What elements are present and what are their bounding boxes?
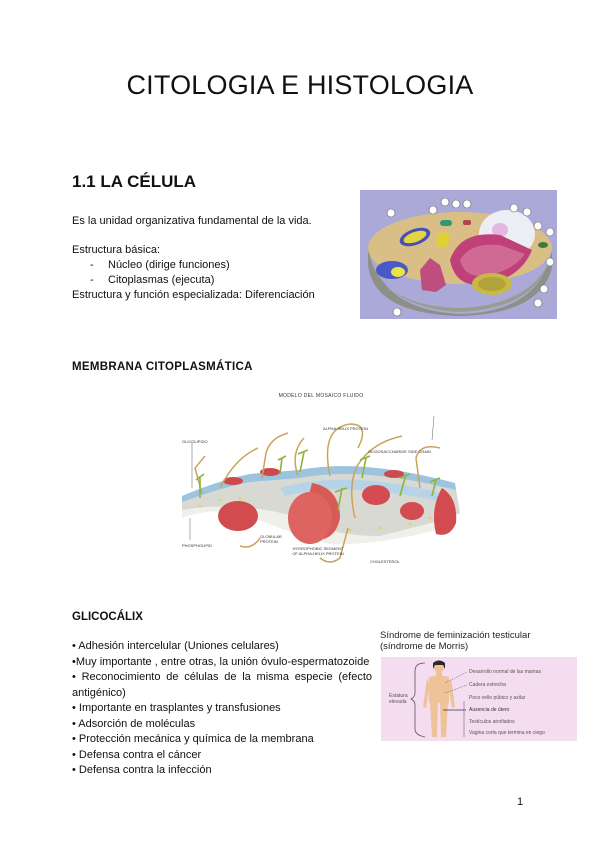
label-oligosaccharide: OLIGOSACCHARIDE SIDE CHAIN (368, 449, 431, 454)
bullet-item: • Protección mecánica y química de la membrana (72, 733, 314, 745)
label-glycolipid: GLICOLIPIDO (182, 439, 208, 444)
label-alpha-helix: ALPHA-HELIX PROTEIN (323, 426, 368, 431)
section-heading-cell: 1.1 LA CÉLULA (72, 172, 197, 191)
image-caption: MODELO DEL MOSAICO FLUIDO (278, 393, 364, 399)
bullet-item: • Adsorción de moléculas (72, 717, 196, 730)
label-atrophied-testes: Testículos atrofiados (469, 719, 515, 725)
label-hydrophobic-segment: HYDROPHOBIC SEGMENT OF ALPHA-HELIX PROTEIN (292, 546, 344, 556)
structure-item-dash: - (90, 274, 94, 286)
structure-label: Estructura básica: (72, 244, 161, 256)
bullet-item: •Muy importante , entre otras, la unión óvulo-espermatozoide (72, 655, 370, 668)
morris-figure-title (380, 630, 531, 652)
bullet-item: • Defensa contra la infección (72, 764, 212, 776)
bullet-item: • Defensa contra el cáncer (72, 748, 202, 761)
bullet-item: • Importante en trasplantes y transfusiones (72, 702, 281, 714)
glycocalyx-bullet-list (72, 639, 372, 779)
bullet-item-continuation: antigénico) (72, 686, 126, 699)
morris-title-line2: (síndrome de Morris) (380, 641, 469, 652)
fluid-mosaic-image (180, 388, 462, 568)
label-short-vagina: Vagina corta que termina en ciego (469, 730, 545, 736)
page-number: 1 (517, 796, 524, 808)
structure-item-nucleus: Núcleo (dirige funciones) (108, 259, 230, 271)
bullet-item: • Adhesión intercelular (Uniones celulares) (72, 640, 279, 652)
morris-title-line1: Síndrome de feminización testicular (380, 630, 531, 641)
structure-item-dash: - (90, 259, 94, 271)
membrane-illustration (180, 388, 462, 568)
cell-definition: Es la unidad organizativa fundamental de la vida. (72, 215, 312, 227)
label-narrow-hips: Cadera estrecha (469, 682, 506, 688)
cell-diagram-image (360, 190, 557, 319)
section-heading-membrane: MEMBRANA CITOPLASMÁTICA (72, 361, 253, 373)
specialization-text: Estructura y función especializada: Diferenciación (72, 289, 315, 301)
label-phospholipid: PHOSPHOLIPID (182, 543, 213, 548)
label-globular-protein: GLOBULAR PROTEIN (260, 534, 282, 544)
morris-figure-panel (381, 657, 577, 741)
label-no-uterus: Ausencia de útero (469, 707, 510, 713)
label-cholesterol: CHOLESTEROL (370, 559, 400, 564)
bullet-item: • Reconocimiento de células de la misma especie (efecto (72, 671, 372, 683)
structure-item-cytoplasm: Citoplasmas (ejecuta) (108, 274, 215, 286)
section-heading-glycocalyx: GLICOCÁLIX (72, 611, 143, 623)
label-little-hair: Poco vello púbico y axilar (469, 695, 526, 701)
label-breast-development: Desarrollo normal de las mamas (469, 669, 541, 675)
animal-cell-illustration (360, 190, 557, 319)
document-title: CITOLOGIA E HISTOLOGIA (126, 70, 474, 100)
label-tall-stature: Estatura elevada (389, 693, 408, 705)
